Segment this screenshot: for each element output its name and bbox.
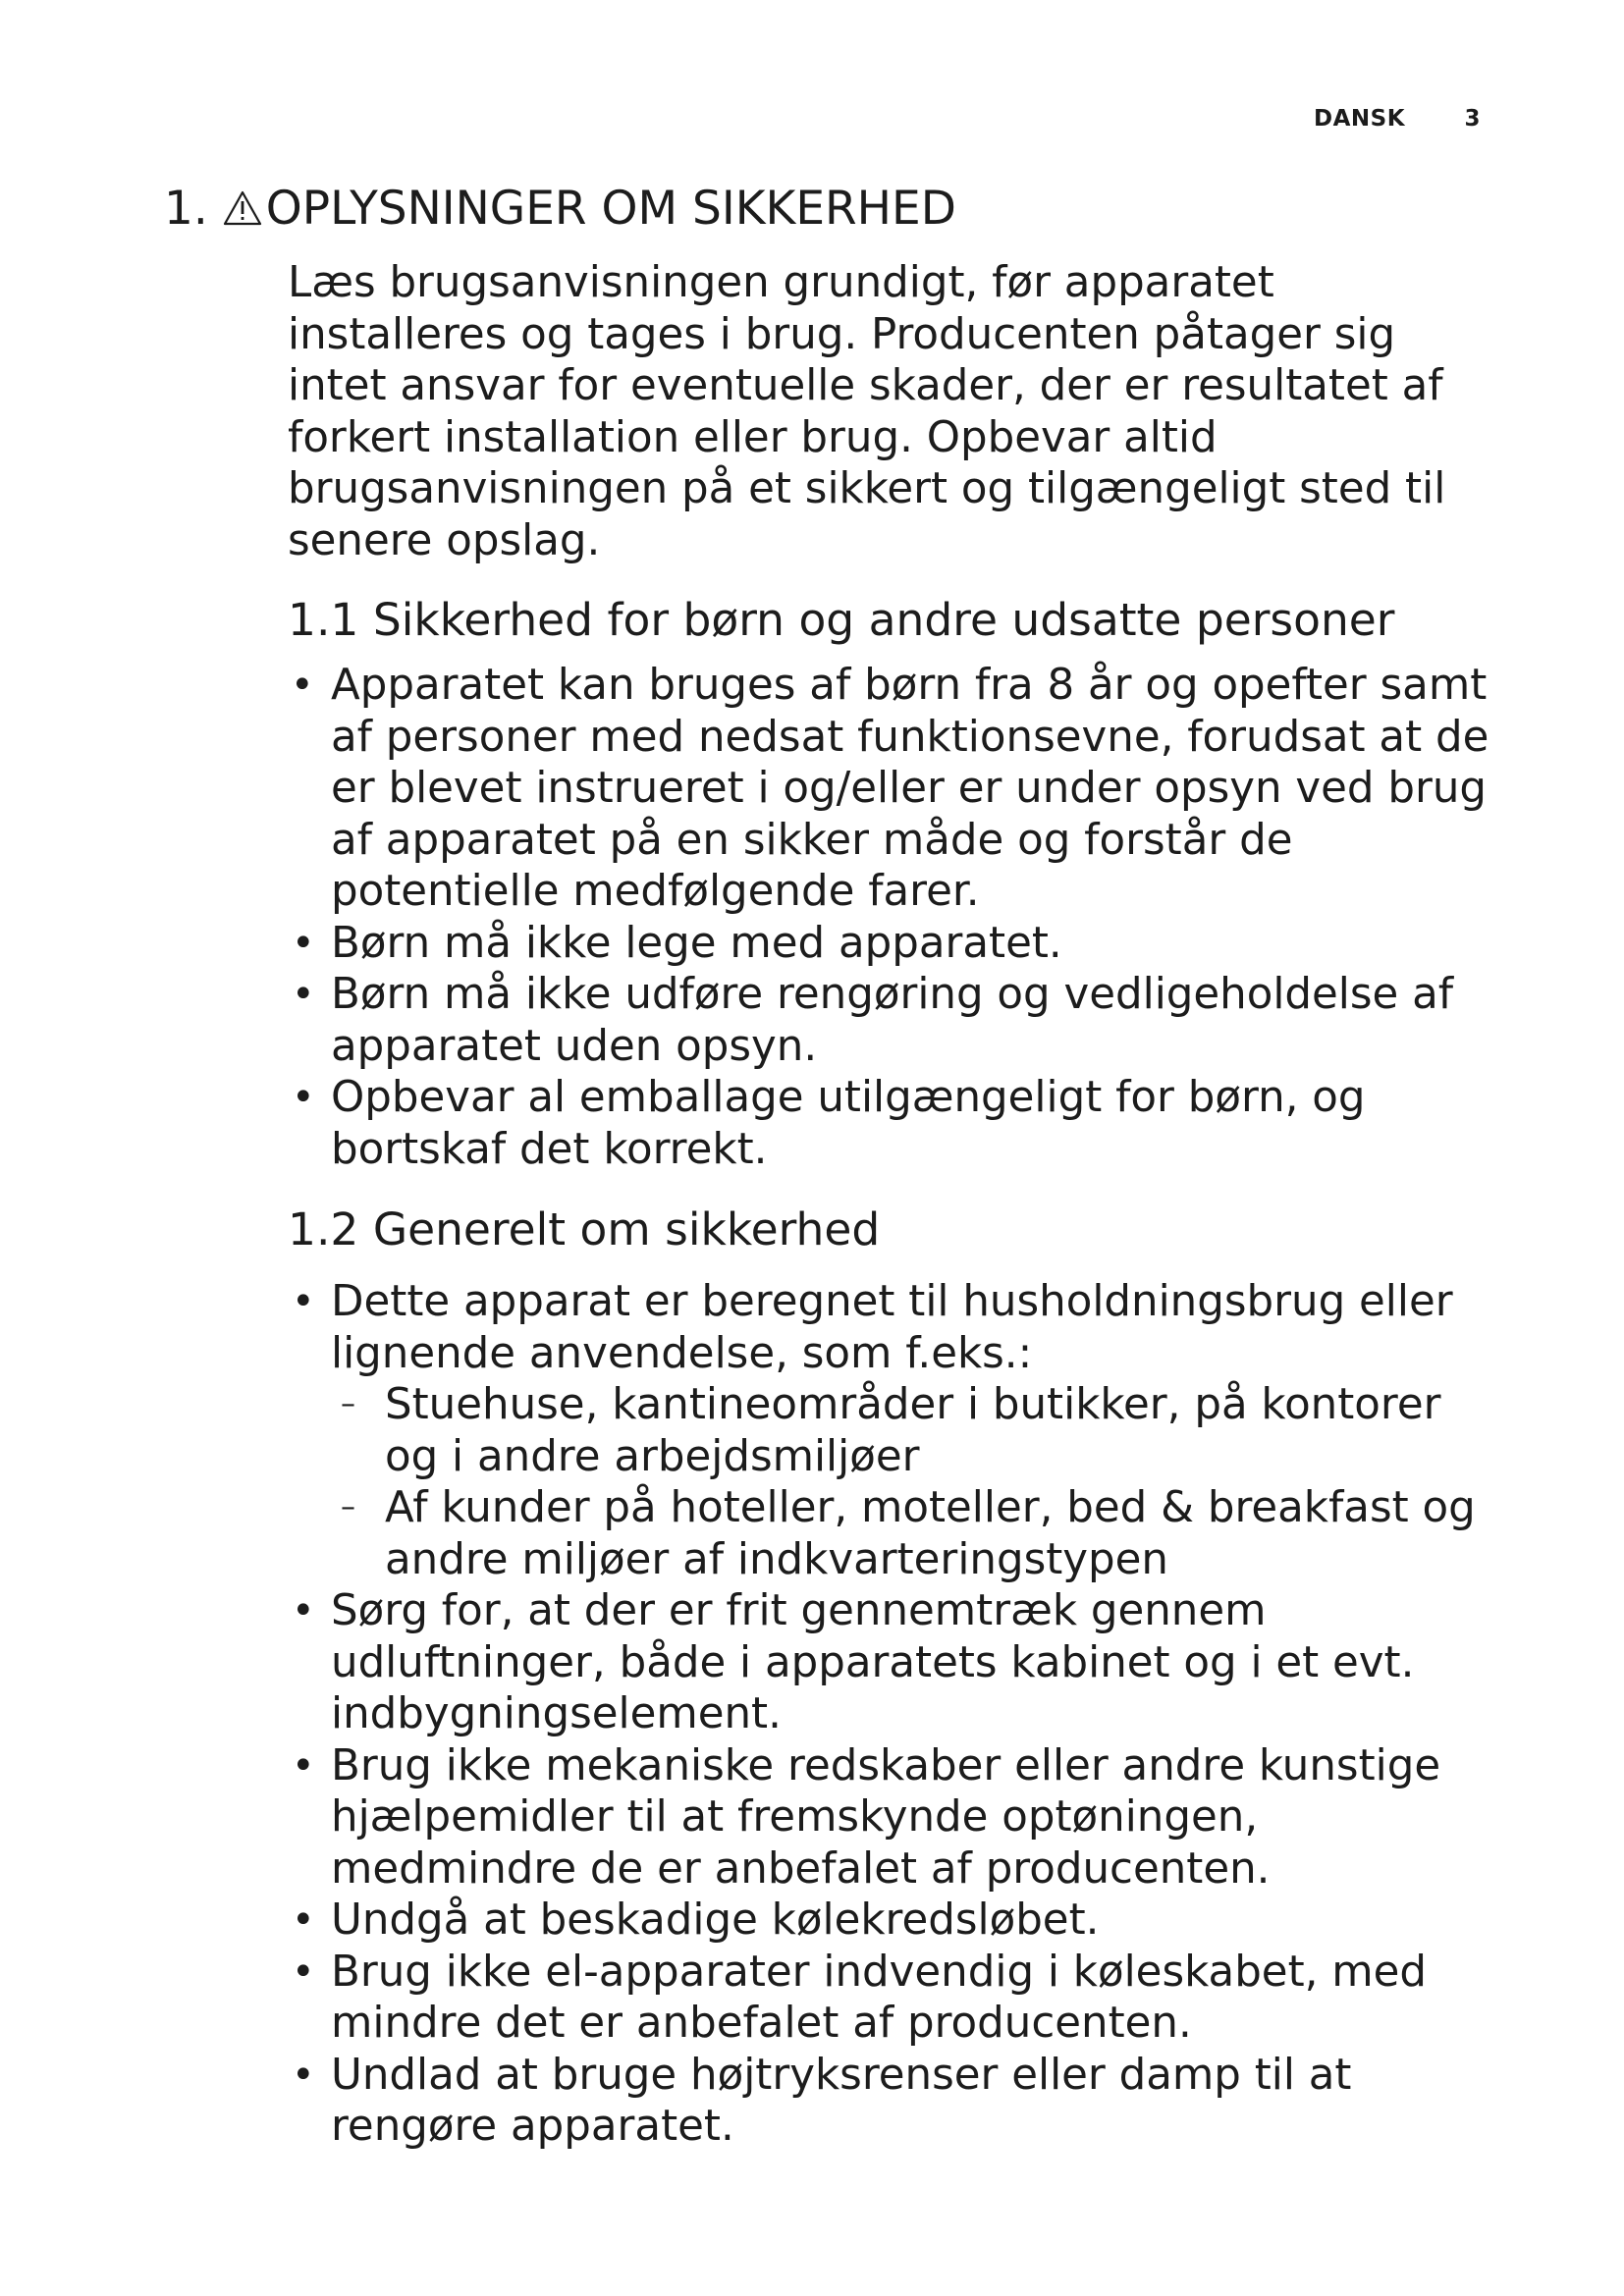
sub-list: [331, 1379, 1495, 1585]
list-item-text: Brug ikke el-apparater indvendig i køleskabet, med mindre det er anbefalet af producenten.: [331, 1947, 1428, 2048]
language-label: DANSK: [1314, 106, 1406, 132]
sub-list-item-text: Stuehuse, kantineområder i butikker, på kontorer og i andre arbejdsmiljøer: [385, 1380, 1441, 1481]
general-safety-list: [288, 1276, 1495, 2153]
main-content: [288, 257, 1495, 2153]
bullet-icon: •: [291, 663, 314, 708]
bullet-icon: •: [292, 972, 315, 1017]
bullet-icon: •: [292, 1279, 315, 1324]
bullet-icon: •: [292, 1588, 315, 1633]
list-item-text: Børn må ikke lege med apparatet.: [331, 918, 1062, 968]
intro-paragraph: Læs brugsanvisningen grundigt, før apparatet installeres og tages i brug. Producenten påtager sig intet ansvar for eventuelle skader, der er resultatet af forkert installation eller brug. Opbevar altid brugsanvisningen på et sikkert og tilgængeligt sted til senere opslag.: [288, 258, 1446, 565]
title-text: OPLYSNINGER OM SIKKERHED: [265, 182, 956, 236]
list-item: [288, 1740, 1495, 1896]
children-safety-list: [288, 660, 1495, 1175]
list-item: [288, 2050, 1495, 2153]
list-item-text: Apparatet kan bruges af børn fra 8 år og opefter samt af personer med nedsat funktionsevne, forudsat at de er blevet instrueret i og/eller er under opsyn ved brug af apparatet på en sikker måde og forstår de potentielle medfølgende farer.: [331, 661, 1489, 916]
list-item: [288, 1585, 1495, 1740]
sub-list-item: [331, 1482, 1495, 1585]
list-item-text: Opbevar al emballage utilgængeligt for børn, og bortskaf det korrekt.: [331, 1073, 1366, 1174]
list-item: [288, 1072, 1495, 1175]
bullet-icon: •: [292, 1075, 315, 1120]
page-title: [164, 182, 956, 237]
sub-list-item-text: Af kunder på hoteller, moteller, bed & breakfast og andre miljøer af indkvarteringstypen: [385, 1483, 1476, 1584]
page-number: 3: [1464, 106, 1482, 132]
warning-triangle-icon: [223, 190, 262, 226]
list-item-text: Brug ikke mekaniske redskaber eller andre kunstige hjælpemidler til at fremskynde optøningen, medmindre de er anbefalet af producenten.: [331, 1740, 1441, 1894]
section-heading-general-safety: 1.2 Generelt om sikkerhed: [288, 1203, 881, 1255]
page-header: [1314, 106, 1481, 132]
bullet-icon: •: [292, 2052, 315, 2098]
list-item-text: Sørg for, at der er frit gennemtræk gennem udluftninger, både i apparatets kabinet og i et evt. indbygningselement.: [331, 1586, 1415, 1738]
bullet-icon: •: [292, 1742, 315, 1789]
bullet-icon: •: [292, 1949, 315, 1995]
list-item-text: Dette apparat er beregnet til husholdningsbrug eller lignende anvendelse, som f.eks.:: [331, 1277, 1453, 1378]
list-item: [288, 918, 1495, 970]
title-number: 1.: [164, 182, 208, 236]
dash-icon: –: [341, 1490, 355, 1524]
list-item: [288, 1895, 1495, 1947]
list-item: [288, 969, 1495, 1072]
bullet-icon: •: [292, 920, 315, 966]
list-item-text: Undlad at bruge højtryksrenser eller damp til at rengøre apparatet.: [331, 2050, 1352, 2151]
list-item: [288, 1276, 1495, 1585]
section-heading-children-safety: 1.1 Sikkerhed for børn og andre udsatte personer: [288, 594, 1395, 646]
list-item: [288, 660, 1495, 918]
bullet-icon: •: [292, 1897, 315, 1943]
list-item-text: Undgå at beskadige kølekredsløbet.: [331, 1896, 1100, 1945]
dash-icon: –: [341, 1387, 355, 1421]
list-item-text: Børn må ikke udføre rengøring og vedligeholdelse af apparatet uden opsyn.: [331, 970, 1454, 1071]
list-item: [288, 1947, 1495, 2050]
sub-list-item: [331, 1379, 1495, 1482]
